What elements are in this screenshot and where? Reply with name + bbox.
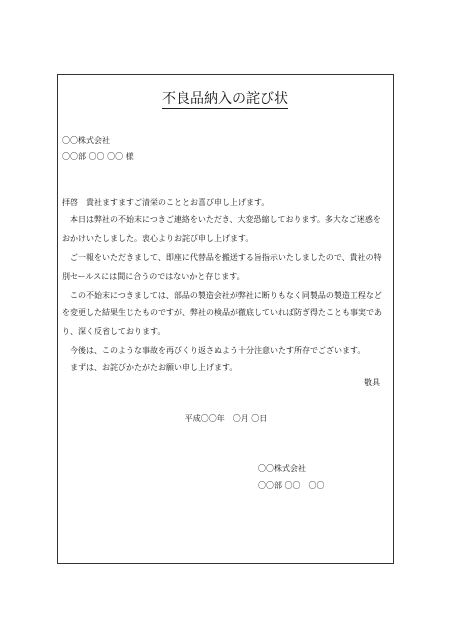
letter-date: 平成〇〇年 〇月 〇日	[184, 414, 268, 423]
body-line: まずは、お詫びかたがたお願い申し上げます。	[62, 363, 238, 372]
body-line: り、深く反省しております。	[62, 327, 166, 336]
body-line: を変更した結果生じたものですが、弊社の検品が徹底していれば防ぎ得たことも事実であ	[62, 308, 382, 317]
body-line: 拝啓 貴社ますますご清栄のこととお喜び申し上げます。	[62, 198, 270, 207]
body-line: 今後は、このような事故を再びくり返さぬよう十分注意いたす所存でございます。	[62, 346, 366, 355]
recipient-person: 〇〇部 〇〇 〇〇 様	[62, 152, 134, 161]
recipient-company: 〇〇株式会社	[62, 136, 110, 145]
sender-person: 〇〇部 〇〇 〇〇	[258, 481, 325, 490]
body-line: おかけいたしました。衷心よりお詫び申し上げます。	[62, 234, 254, 243]
sender-company: 〇〇株式会社	[258, 464, 306, 473]
body-line: 別セールスには間に合うのではないかと存じます。	[62, 272, 245, 281]
closing: 敬具	[364, 378, 380, 387]
body-line: この不始末につきましては、部品の製造会社が弊社に断りもなく同製品の製造工程など	[62, 291, 382, 300]
body-line: ご一報をいただきまして、即座に代替品を搬送する旨指示いたしましたので、貴社の特	[62, 253, 382, 262]
body-line: 本日は弊社の不始末につきご連絡をいただき、大変恐縮しております。多大なご迷惑を	[62, 215, 381, 224]
letter-title: 不良品納入の詫び状	[162, 91, 288, 107]
